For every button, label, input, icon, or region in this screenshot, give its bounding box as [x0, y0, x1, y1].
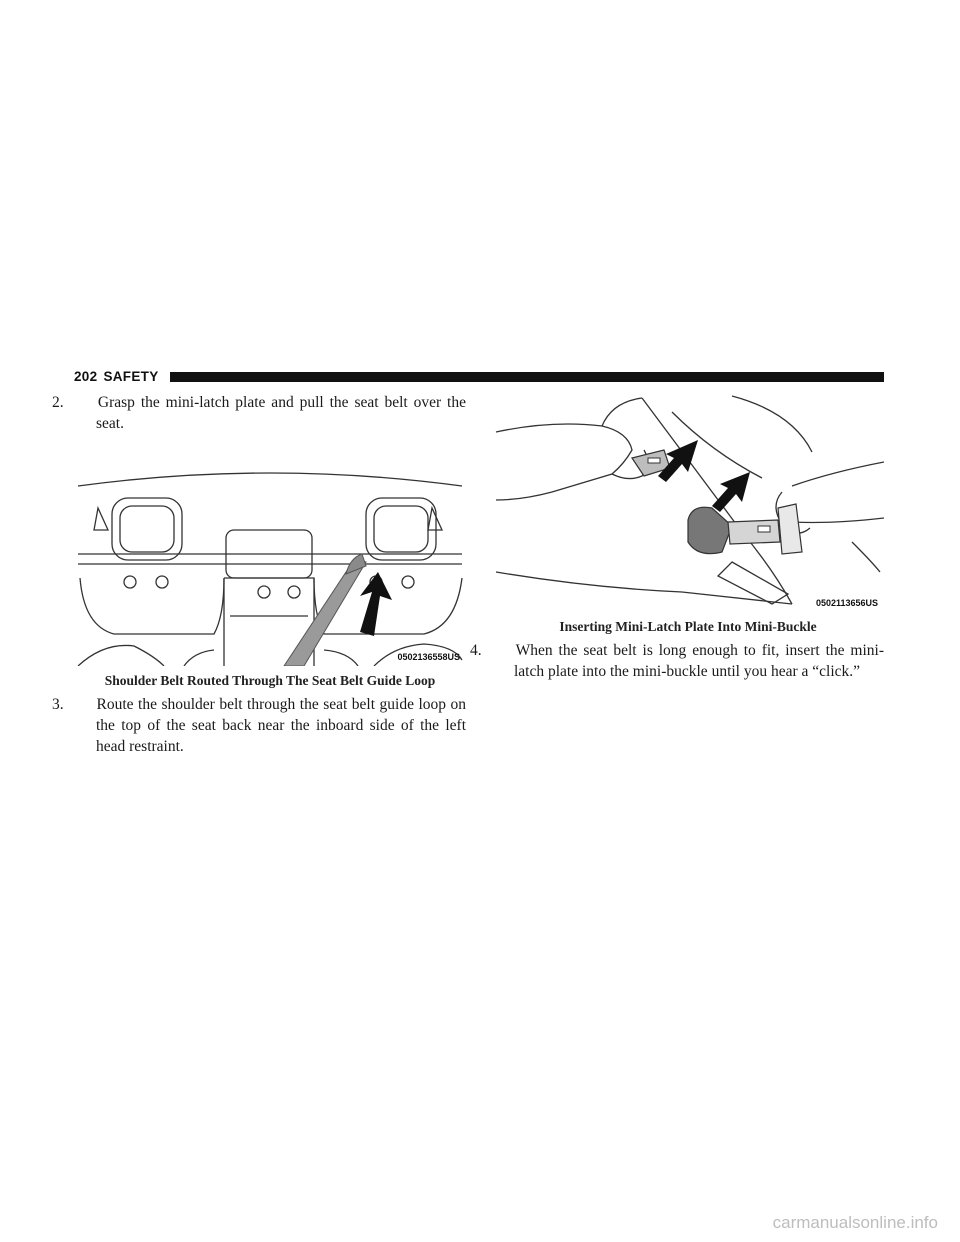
- step-3-number: 3.: [52, 696, 64, 713]
- figure-mini-latch-buckle: [492, 392, 884, 612]
- page-header-label: [74, 369, 159, 385]
- right-column: [470, 392, 884, 682]
- header-rule: [170, 372, 884, 382]
- step-2: [52, 392, 466, 434]
- figure-code: 0502136558US: [397, 652, 460, 662]
- figure-code: 0502113656US: [815, 598, 878, 608]
- step-4-number: 4.: [470, 642, 482, 659]
- step-2-number: 2.: [52, 394, 64, 411]
- figure-caption: Inserting Mini-Latch Plate Into Mini-Buckle: [559, 619, 817, 634]
- figure-shoulder-belt-guide-loop: [74, 446, 466, 666]
- page-header: [74, 369, 884, 385]
- left-column: [52, 392, 466, 757]
- step-3: [52, 694, 466, 757]
- figure-caption: Shoulder Belt Routed Through The Seat Belt Guide Loop: [104, 673, 436, 688]
- mini-latch-illustration: [492, 392, 884, 612]
- footer-watermark: carmanualsonline.info: [772, 1213, 938, 1232]
- step-3-text: Route the shoulder belt through the seat belt guide loop on the top of the seat back near the inboard side of the left head restraint.: [96, 696, 466, 755]
- step-4: [470, 640, 884, 682]
- page-number: 202: [74, 369, 98, 384]
- rear-seat-illustration: [74, 446, 466, 666]
- step-4-text: When the seat belt is long enough to fit, insert the mini-latch plate into the mini-buckle until you hear a “click.”: [514, 642, 884, 680]
- section-title: SAFETY: [103, 369, 159, 384]
- step-2-text: Grasp the mini-latch plate and pull the seat belt over the seat.: [96, 394, 466, 432]
